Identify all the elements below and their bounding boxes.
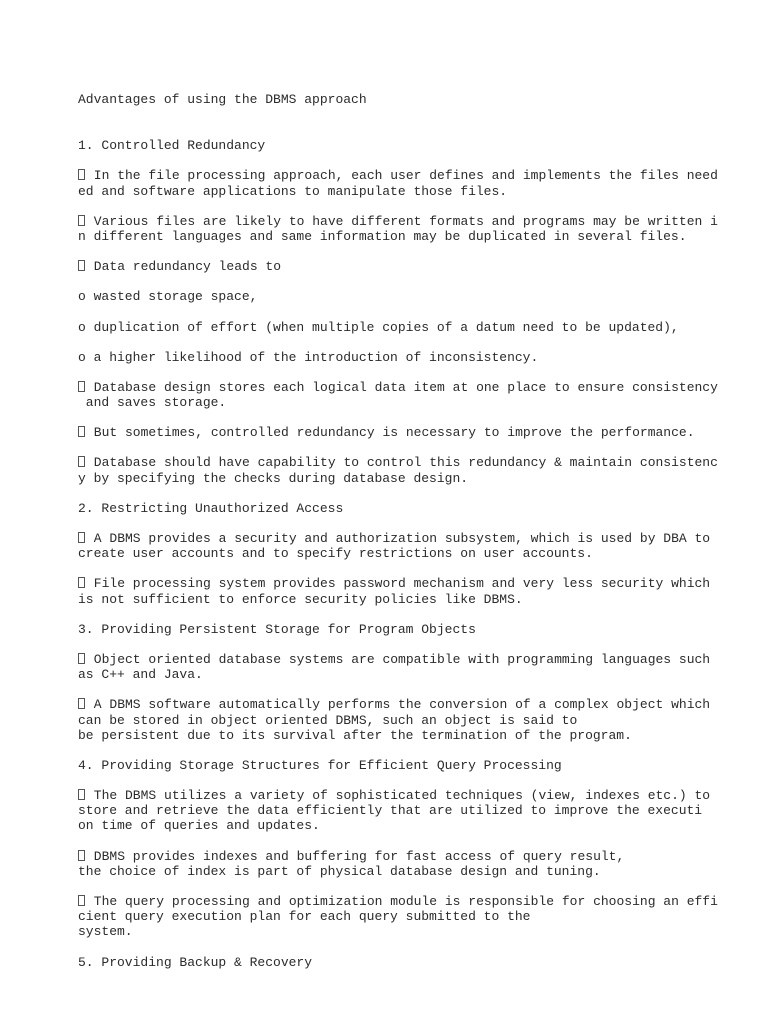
sub-item [78, 289, 758, 304]
sub-item [78, 350, 758, 365]
bullet-paragraph [78, 576, 758, 606]
bullet-paragraph [78, 259, 758, 274]
paragraph-text-line: In the file processing approach, each user defines and implements the files need [86, 168, 718, 184]
document-body [78, 92, 758, 985]
paragraph-text-line: is not sufficient to enforce security policies like DBMS. [78, 591, 523, 607]
section-heading: 2. Restricting Unauthorized Access [78, 500, 344, 516]
paragraph-text-line: can be stored in object oriented DBMS, such an object is said to [78, 712, 578, 728]
bullet-paragraph [78, 697, 758, 743]
section-heading: 3. Providing Persistent Storage for Program Objects [78, 621, 476, 637]
paragraph-text-line: as C++ and Java. [78, 667, 203, 683]
missing-glyph-box-icon [78, 895, 85, 906]
section-heading: 4. Providing Storage Structures for Efficient Query Processing [78, 757, 562, 773]
bullet-paragraph [78, 788, 758, 834]
missing-glyph-box-icon [78, 850, 85, 861]
paragraph-text-line: y by specifying the checks during database design. [78, 470, 469, 486]
paragraph-text-line: be persistent due to its survival after the termination of the program. [78, 727, 632, 743]
missing-glyph-box-icon [78, 381, 85, 392]
paragraph-text-line: store and retrieve the data efficiently that are utilized to improve the executi [78, 803, 703, 819]
bullet-paragraph [78, 380, 758, 410]
paragraph-text-line: Object oriented database systems are compatible with programming languages such [86, 651, 711, 667]
paragraph-text-line: cient query execution plan for each query submitted to the [78, 909, 531, 925]
paragraph-text-line: Database design stores each logical data item at one place to ensure consistency [86, 379, 718, 395]
paragraph-text-line: o a higher likelihood of the introduction of inconsistency. [78, 349, 539, 365]
bullet-paragraph [78, 652, 758, 682]
paragraph-text-line: on time of queries and updates. [78, 818, 320, 834]
paragraph-text-line: File processing system provides password mechanism and very less security which [86, 576, 711, 592]
document-title: Advantages of using the DBMS approach [78, 92, 367, 107]
paragraph-text-line: Data redundancy leads to [86, 259, 282, 275]
missing-glyph-box-icon [78, 577, 85, 588]
section-heading: 1. Controlled Redundancy [78, 138, 266, 154]
paragraph-text-line: the choice of index is part of physical database design and tuning. [78, 863, 601, 879]
paragraph-text-line: ed and software applications to manipulate those files. [78, 183, 508, 199]
missing-glyph-box-icon [78, 426, 85, 437]
bullet-paragraph [78, 425, 758, 440]
missing-glyph-box-icon [78, 260, 85, 271]
paragraph-text-line: DBMS provides indexes and buffering for fast access of query result, [86, 848, 625, 864]
missing-glyph-box-icon [78, 653, 85, 664]
missing-glyph-box-icon [78, 456, 85, 467]
bullet-paragraph [78, 894, 758, 940]
bullet-paragraph [78, 531, 758, 561]
paragraph-text-line: A DBMS software automatically performs the conversion of a complex object which [86, 697, 711, 713]
bullet-paragraph [78, 849, 758, 879]
bullet-paragraph [78, 214, 758, 244]
missing-glyph-box-icon [78, 532, 85, 543]
paragraph-text-line: n different languages and same information may be duplicated in several files. [78, 228, 687, 244]
missing-glyph-box-icon [78, 698, 85, 709]
paragraph-text-line: o duplication of effort (when multiple copies of a datum need to be updated), [78, 319, 679, 335]
paragraph-text-line: Various files are likely to have different formats and programs may be written i [86, 213, 718, 229]
missing-glyph-box-icon [78, 215, 85, 226]
paragraph-text-line: A DBMS provides a security and authorization subsystem, which is used by DBA to [86, 531, 711, 546]
paragraph-text-line: Database should have capability to control this redundancy & maintain consistenc [86, 455, 718, 471]
paragraph-text-line: The DBMS utilizes a variety of sophisticated techniques (view, indexes etc.) to [86, 788, 711, 804]
bullet-paragraph [78, 455, 758, 485]
paragraph-text-line: system. [78, 924, 133, 940]
missing-glyph-box-icon [78, 169, 85, 180]
section-heading: 5. Providing Backup & Recovery [78, 954, 313, 970]
sub-item [78, 320, 758, 335]
paragraph-text-line: The query processing and optimization module is responsible for choosing an effi [86, 894, 718, 909]
paragraph-text-line: and saves storage. [78, 395, 227, 411]
bullet-paragraph [78, 168, 758, 198]
paragraph-text-line: But sometimes, controlled redundancy is necessary to improve the performance. [86, 425, 695, 441]
paragraph-text-line: create user accounts and to specify restrictions on user accounts. [78, 546, 593, 562]
missing-glyph-box-icon [78, 789, 85, 800]
paragraph-text-line: o wasted storage space, [78, 289, 258, 305]
